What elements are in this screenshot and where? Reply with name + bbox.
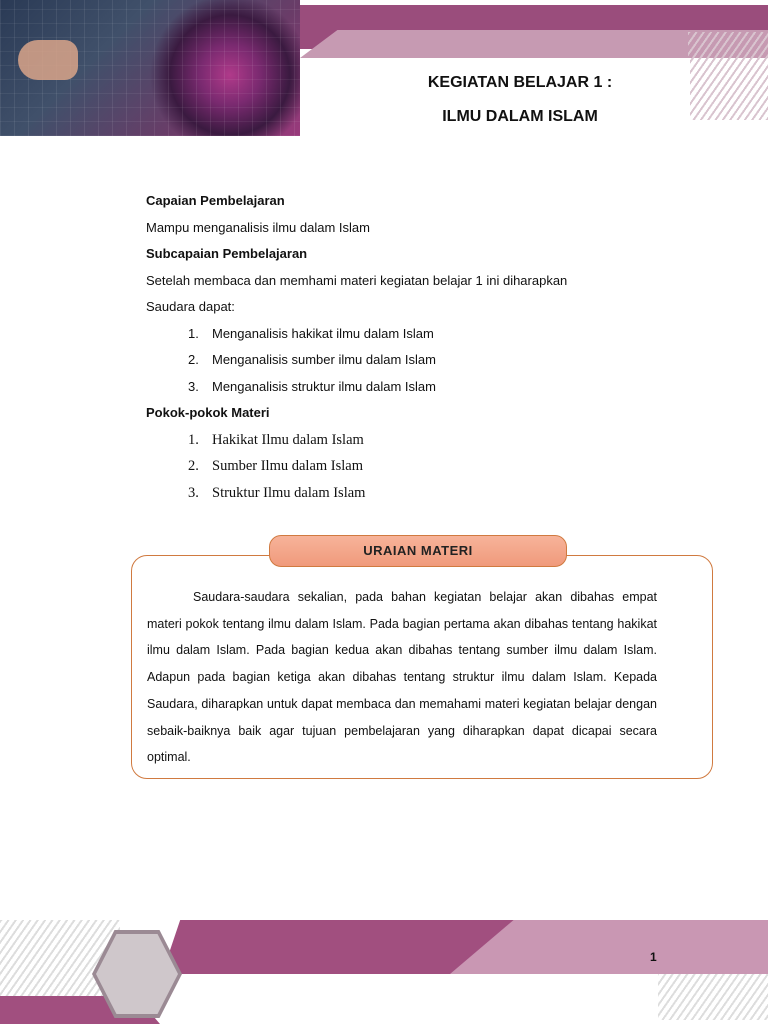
list-item: 2. Menganalisis sumber ilmu dalam Islam <box>188 352 436 367</box>
subcapaian-text: Setelah membaca dan memhami materi kegiatan belajar 1 ini diharapkan <box>146 272 568 288</box>
list-item: 1. Menganalisis hakikat ilmu dalam Islam <box>188 325 434 341</box>
page-header <box>0 0 768 140</box>
header-image <box>0 0 300 136</box>
page-title <box>380 66 660 134</box>
uraian-paragraph: Saudara-saudara sekalian, pada bahan kegiatan belajar akan dibahas empat materi pokok tentang ilmu dalam Islam. Pada bagian pertama akan dibahas tentang hakikat ilmu dalam Islam. Pada bagian kedua akan dibahas tentang sumber ilmu dalam Islam. Adapun pada bagian ketiga akan dibahas tentang struktur ilmu dalam Islam. Kepada Saudara, diharapkan untuk dapat membaca dan memahami materi kegiatan belajar dengan sebaik-baiknya baik agar tujuan pembelajaran yang diharapkan dapat dicapai secara optimal. <box>147 590 657 765</box>
list-item: 3. Struktur Ilmu dalam Islam <box>188 484 366 501</box>
hand-graphic <box>18 40 78 80</box>
title-line-2: ILMU DALAM ISLAM <box>442 108 598 125</box>
list-item: 3. Menganalisis struktur ilmu dalam Islam <box>188 378 436 394</box>
list-item: 1. Hakikat Ilmu dalam Islam <box>188 431 364 448</box>
subcapaian-heading: Subcapaian Pembelajaran <box>146 246 308 261</box>
subcapaian-text-2: Saudara dapat: <box>146 299 235 314</box>
pokok-heading: Pokok-pokok Materi <box>146 405 270 420</box>
uraian-tab-label: URAIAN MATERI <box>269 535 567 567</box>
capaian-text: Mampu menganalisis ilmu dalam Islam <box>146 219 370 235</box>
capaian-heading: Capaian Pembelajaran <box>146 193 285 208</box>
header-hatch-decor <box>688 32 768 120</box>
list-item: 2. Sumber Ilmu dalam Islam <box>188 458 364 474</box>
page-number: 1 <box>650 950 657 964</box>
title-line-1: KEGIATAN BELAJAR 1 : <box>427 74 613 91</box>
learning-objectives <box>146 188 666 506</box>
